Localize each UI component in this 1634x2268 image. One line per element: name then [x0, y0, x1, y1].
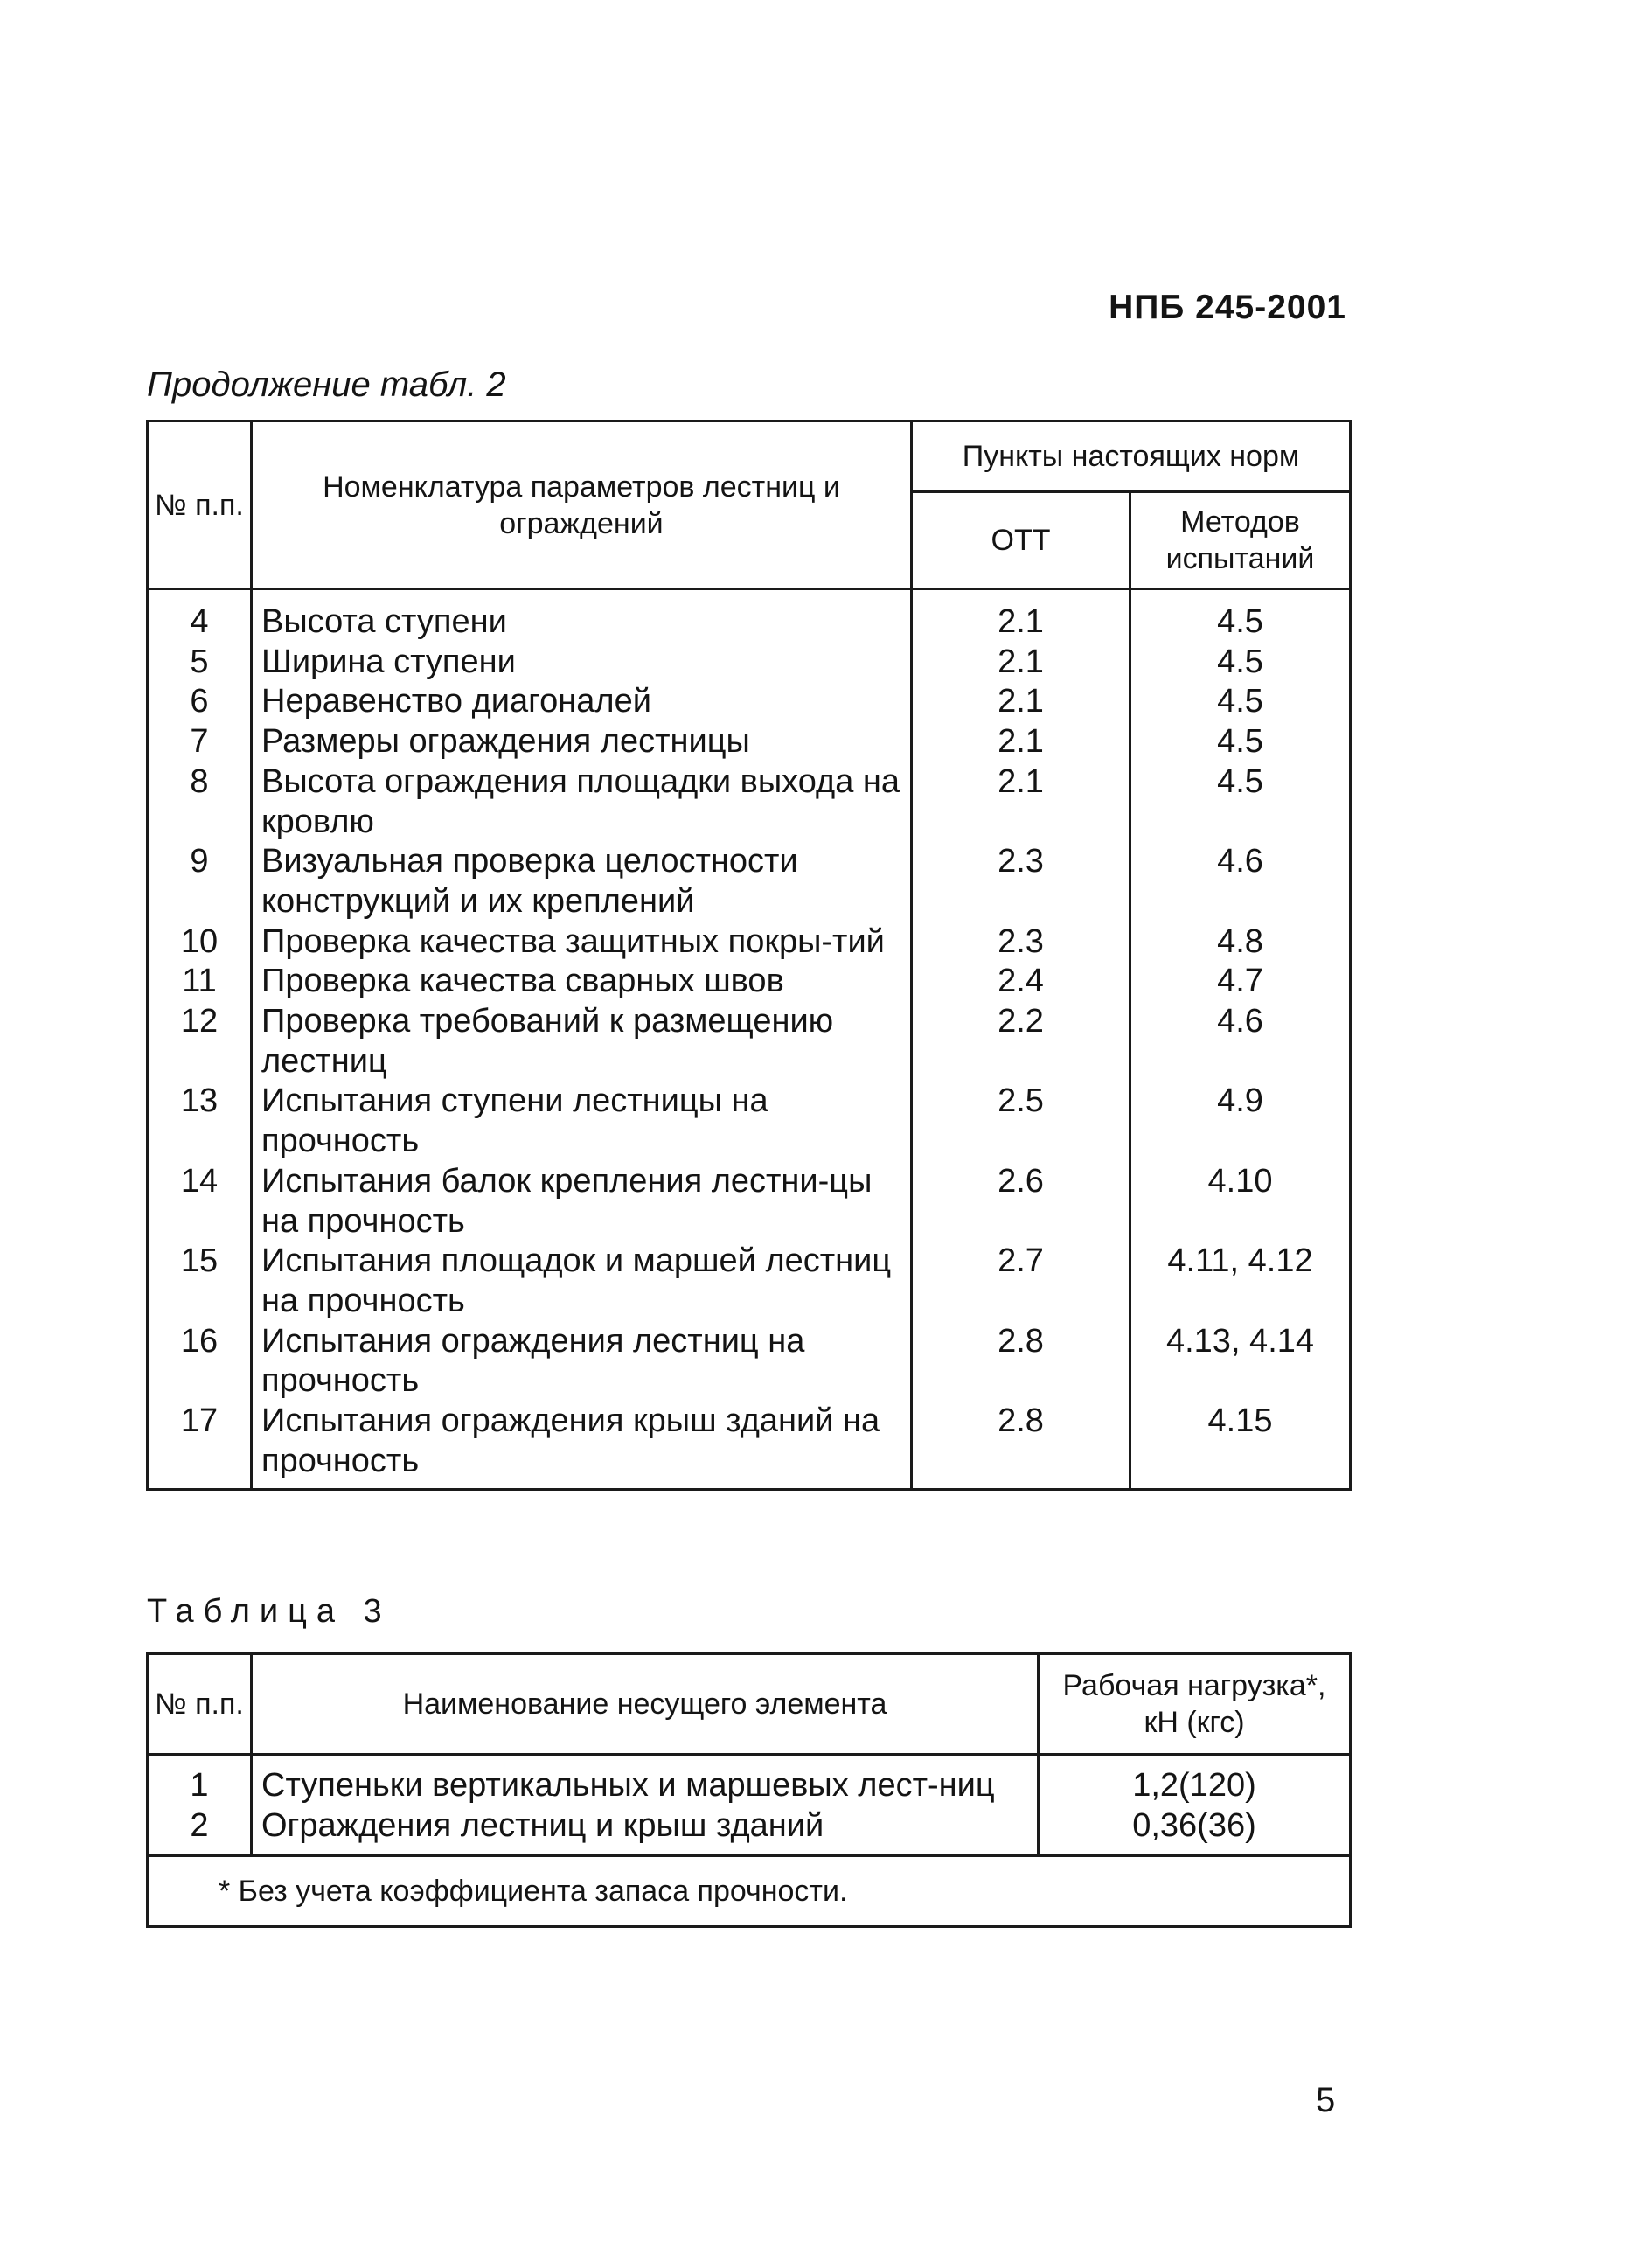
document-code: НПБ 245-2001 [1109, 289, 1346, 326]
row-ott: 2.1 [912, 643, 1130, 683]
table-row [148, 589, 1351, 643]
row-number: 15 [148, 1242, 252, 1321]
row-methods: 4.11, 4.12 [1130, 1242, 1351, 1321]
row-methods: 4.5 [1130, 722, 1351, 762]
row-name: Визуальная проверка целостности конструкций и их креплений [252, 842, 912, 922]
row-name: Размеры ограждения лестницы [252, 722, 912, 762]
row-number: 2 [148, 1806, 252, 1856]
row-name: Ступеньки вертикальных и маршевых лест-ниц [252, 1755, 1039, 1806]
row-ott: 2.1 [912, 682, 1130, 722]
row-number: 13 [148, 1082, 252, 1161]
row-methods: 4.10 [1130, 1162, 1351, 1242]
table-row [148, 682, 1351, 722]
row-methods: 4.5 [1130, 682, 1351, 722]
row-methods: 4.5 [1130, 643, 1351, 683]
table-row [148, 1162, 1351, 1242]
row-number: 12 [148, 1002, 252, 1082]
row-number: 9 [148, 842, 252, 922]
table-row [148, 922, 1351, 963]
row-number: 5 [148, 643, 252, 683]
table-row [148, 1402, 1351, 1490]
row-number: 6 [148, 682, 252, 722]
column-header-number: № п.п. [148, 421, 252, 589]
row-name: Испытания ограждения крыш зданий на прочность [252, 1402, 912, 1490]
row-number: 10 [148, 922, 252, 963]
row-name: Проверка качества сварных швов [252, 962, 912, 1002]
row-ott: 2.8 [912, 1322, 1130, 1402]
column-header-element-name: Наименование несущего элемента [252, 1654, 1039, 1755]
table-row [148, 842, 1351, 922]
row-number: 16 [148, 1322, 252, 1402]
table-row [148, 722, 1351, 762]
row-name: Испытания ступени лестницы на прочность [252, 1082, 912, 1161]
row-methods: 4.6 [1130, 842, 1351, 922]
row-ott: 2.1 [912, 762, 1130, 842]
row-name: Испытания ограждения лестниц на прочность [252, 1322, 912, 1402]
row-ott: 2.2 [912, 1002, 1130, 1082]
row-number: 1 [148, 1755, 252, 1806]
row-number: 11 [148, 962, 252, 1002]
table-2-body [148, 589, 1351, 1490]
table-row [148, 962, 1351, 1002]
row-name: Высота ступени [252, 589, 912, 643]
row-name: Неравенство диагоналей [252, 682, 912, 722]
page-number: 5 [1316, 2081, 1336, 2119]
continuation-caption: Продолжение табл. 2 [147, 365, 506, 404]
row-ott: 2.6 [912, 1162, 1130, 1242]
row-name: Ограждения лестниц и крыш зданий [252, 1806, 1039, 1856]
row-name: Высота ограждения площадки выхода на кровлю [252, 762, 912, 842]
row-ott: 2.1 [912, 589, 1130, 643]
row-number: 4 [148, 589, 252, 643]
row-number: 8 [148, 762, 252, 842]
row-methods: 4.9 [1130, 1082, 1351, 1161]
row-methods: 4.13, 4.14 [1130, 1322, 1351, 1402]
row-name: Проверка качества защитных покры-тий [252, 922, 912, 963]
table-row [148, 1755, 1351, 1806]
row-name: Испытания балок крепления лестни-цы на прочность [252, 1162, 912, 1242]
row-ott: 2.3 [912, 842, 1130, 922]
row-load: 1,2(120) [1039, 1755, 1351, 1806]
row-methods: 4.8 [1130, 922, 1351, 963]
row-number: 7 [148, 722, 252, 762]
row-ott: 2.7 [912, 1242, 1130, 1321]
row-name: Проверка требований к размещению лестниц [252, 1002, 912, 1082]
column-header-name: Номенклатура параметров лестниц и ограждений [252, 421, 912, 589]
row-load: 0,36(36) [1039, 1806, 1351, 1856]
table-row [148, 1082, 1351, 1161]
table-3 [146, 1652, 1352, 1928]
column-header-ott: ОТТ [912, 492, 1130, 589]
table-row [148, 762, 1351, 842]
table-3-footnote: * Без учета коэффициента запаса прочности. [148, 1856, 1351, 1927]
row-number: 17 [148, 1402, 252, 1490]
row-ott: 2.5 [912, 1082, 1130, 1161]
table-3-body [148, 1755, 1351, 1927]
column-header-working-load: Рабочая нагрузка*, кН (кгс) [1039, 1654, 1351, 1755]
column-header-number: № п.п. [148, 1654, 252, 1755]
table-row [148, 1242, 1351, 1321]
row-name: Ширина ступени [252, 643, 912, 683]
row-methods: 4.7 [1130, 962, 1351, 1002]
row-methods: 4.5 [1130, 589, 1351, 643]
row-methods: 4.6 [1130, 1002, 1351, 1082]
table-3-caption: Таблица 3 [147, 1593, 392, 1630]
row-methods: 4.5 [1130, 762, 1351, 842]
row-ott: 2.1 [912, 722, 1130, 762]
row-ott: 2.8 [912, 1402, 1130, 1490]
row-name: Испытания площадок и маршей лестниц на прочность [252, 1242, 912, 1321]
row-ott: 2.3 [912, 922, 1130, 963]
row-ott: 2.4 [912, 962, 1130, 1002]
table-row [148, 643, 1351, 683]
table-2 [146, 420, 1352, 1491]
column-header-methods: Методов испытаний [1130, 492, 1351, 589]
column-header-group: Пункты настоящих норм [912, 421, 1351, 492]
row-number: 14 [148, 1162, 252, 1242]
table-row [148, 1806, 1351, 1856]
table-row [148, 1002, 1351, 1082]
table-row [148, 1322, 1351, 1402]
row-methods: 4.15 [1130, 1402, 1351, 1490]
